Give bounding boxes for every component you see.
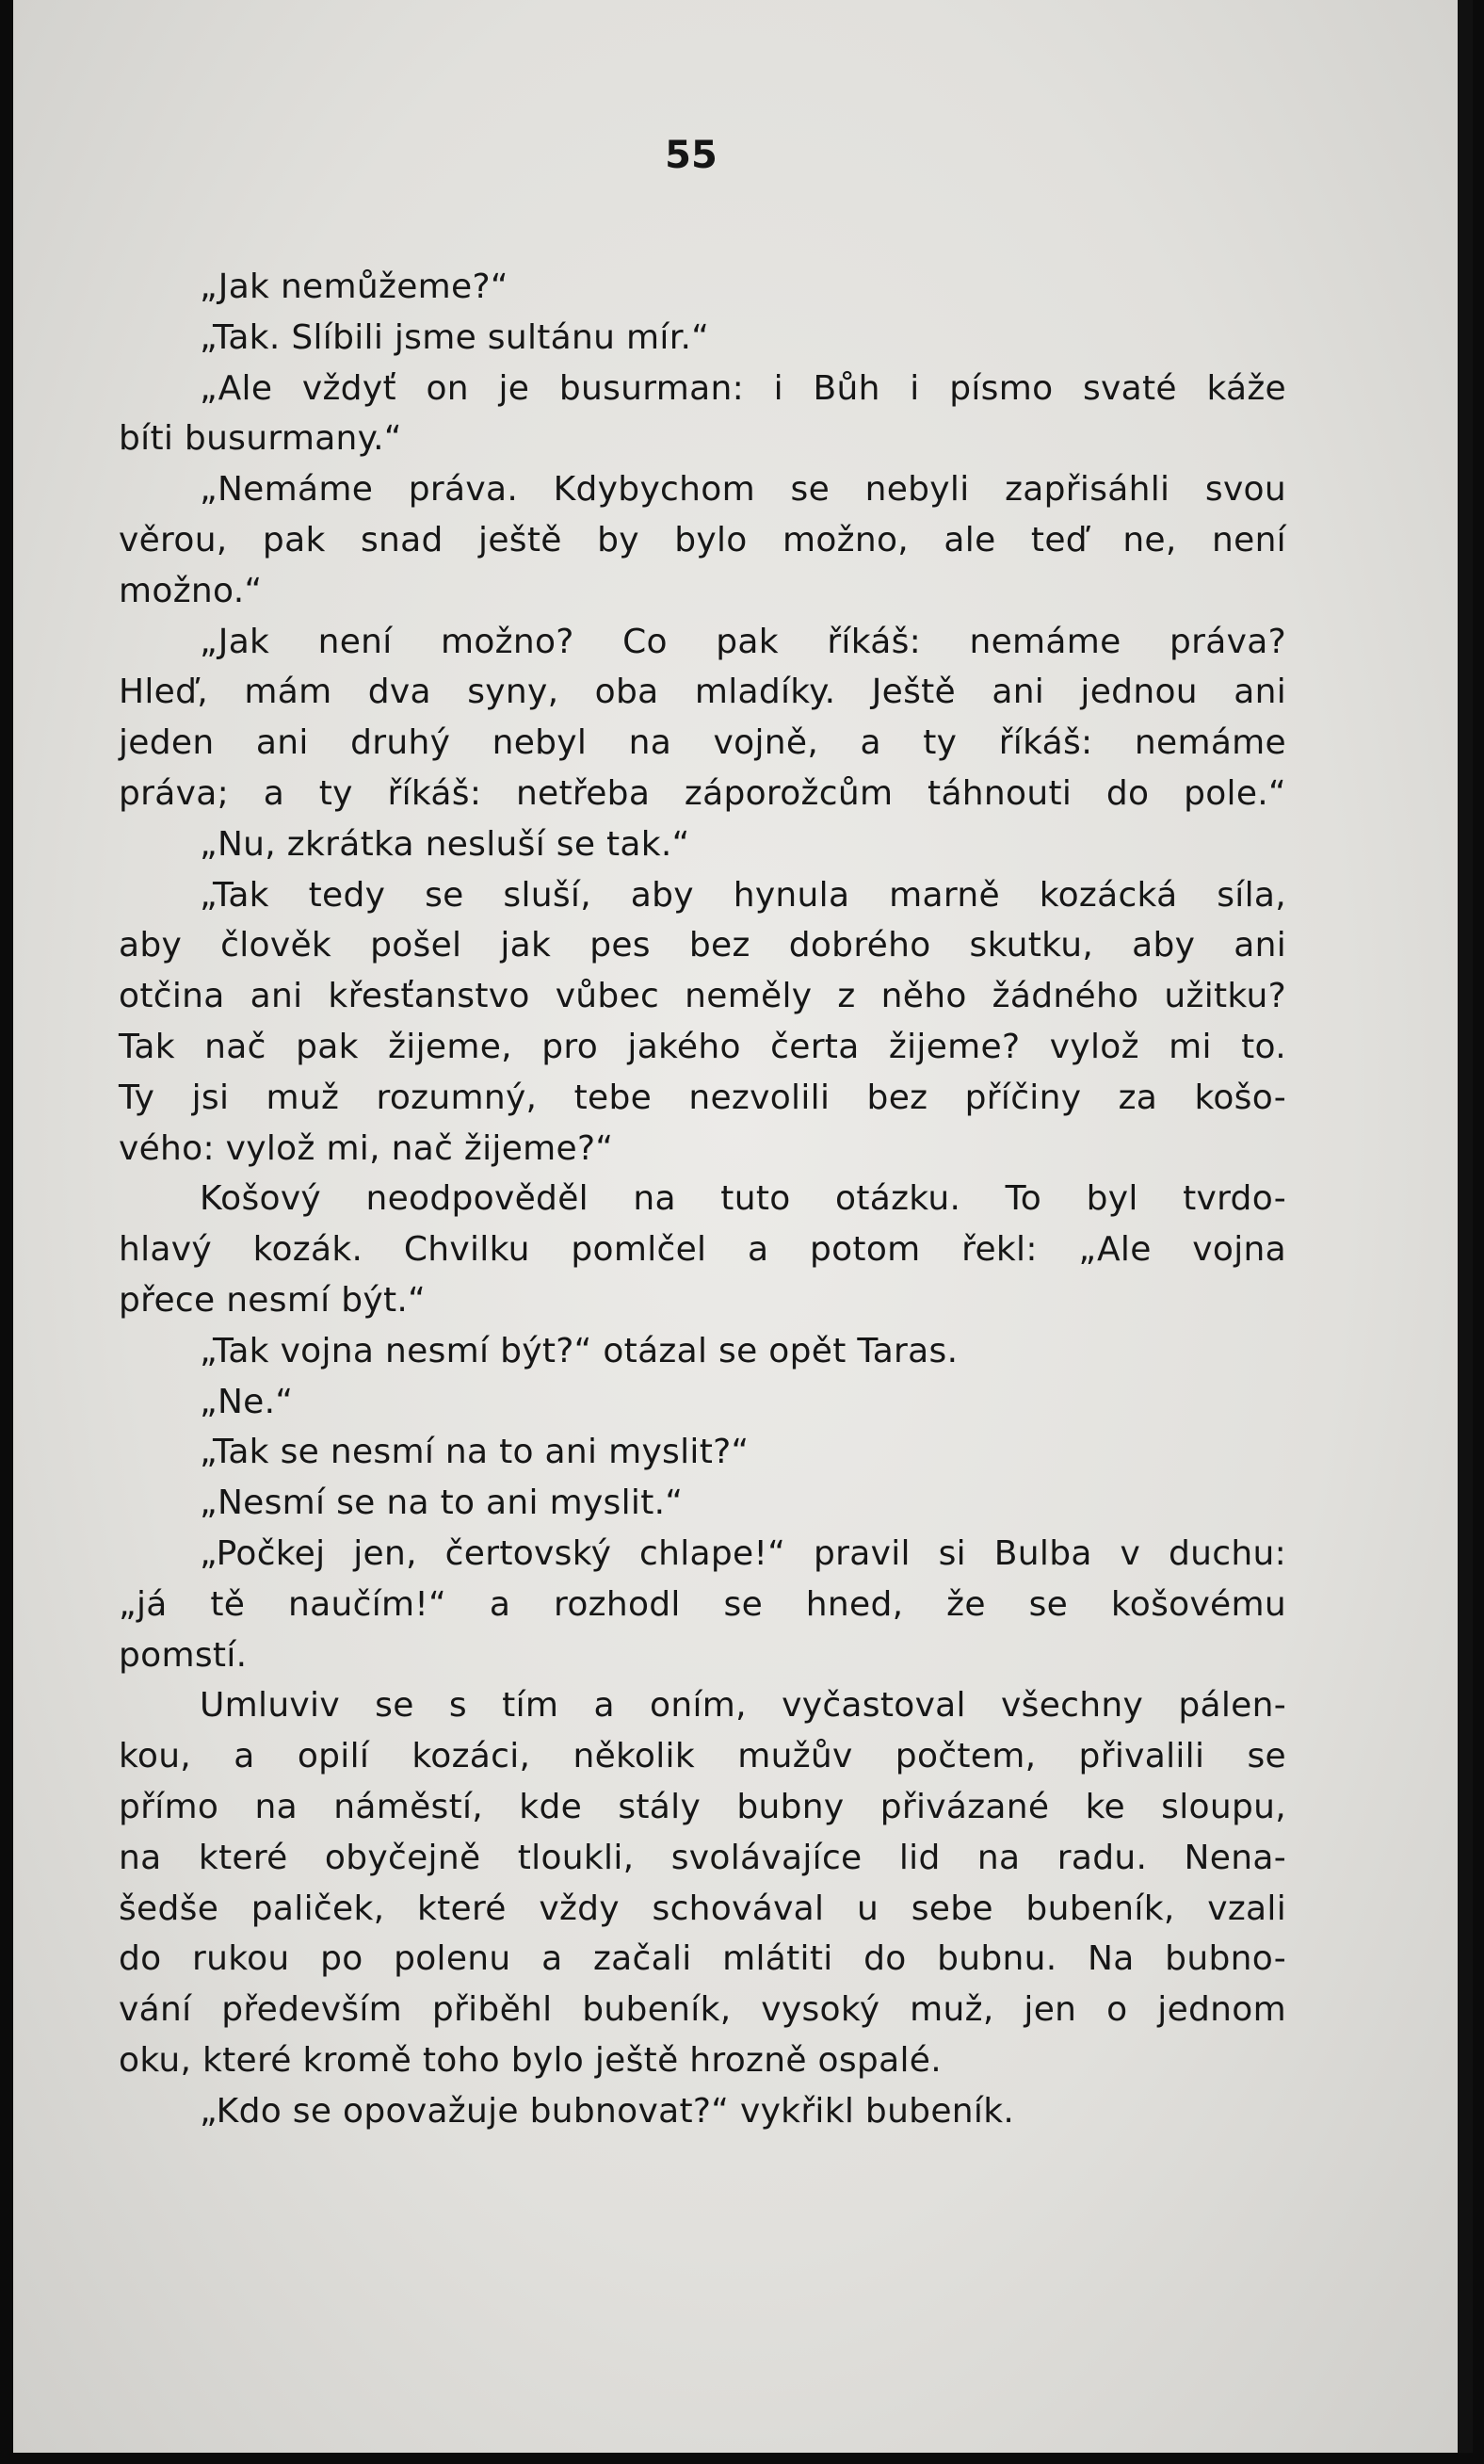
text-line: „Tak. Slíbili jsme sultánu mír.“ [200,317,710,357]
text-line: šedše paliček, které vždy schovával u sebe bubeník, vzali [119,1889,1286,1928]
text-line: Tak nač pak žijeme, pro jakého čerta žijeme? vylož mi to. [119,1027,1286,1066]
text-line: „já tě naučím!“ a rozhodl se hned, že se košovému [119,1584,1286,1624]
text-line: „Ne.“ [200,1382,294,1421]
text-line: „Tak vojna nesmí být?“ otázal se opět Taras. [200,1331,959,1370]
text-line: „Nesmí se na to ani myslit.“ [200,1483,684,1523]
text-line: „Tak tedy se sluší, aby hynula marně kozácká síla, [200,875,1286,915]
text-line: „Tak se nesmí na to ani myslit?“ [200,1433,750,1472]
text-line: Hleď, mám dva syny, oba mladíky. Ještě ani jednou ani [119,673,1286,712]
text-line: možno.“ [119,571,263,610]
text-line: přece nesmí být.“ [119,1280,427,1320]
text-line: „Kdo se opovažuje bubnovat?“ vykřikl bubeník. [200,2091,1015,2131]
book-page [13,0,1473,2453]
page-number: 55 [665,134,718,177]
text-line: jeden ani druhý nebyl na vojně, a ty říkáš: nemáme [119,723,1286,763]
text-line: aby člověk pošel jak pes bez dobrého skutku, aby ani [119,926,1286,965]
text-line: „Jak nemůžeme?“ [200,267,508,306]
text-line: hlavý kozák. Chvilku pomlčel a potom řekl: „Ale vojna [119,1230,1286,1270]
text-line: na které obyčejně tloukli, svolávajíce lid na radu. Nena- [119,1838,1286,1877]
text-line: „Ale vždyť on je busurman: i Bůh i písmo svaté káže [200,368,1286,408]
text-line: vého: vylož mi, nač žijeme?“ [119,1128,614,1168]
text-line: otčina ani křesťanstvo vůbec neměly z něho žádného užitku? [119,977,1286,1016]
text-line: vání především přiběhl bubeník, vysoký muž, jen o jednom [119,1990,1286,2030]
text-line: „Nemáme práva. Kdybychom se nebyli zapřisáhli svou [200,470,1286,510]
text-line: „Jak není možno? Co pak říkáš: nemáme práva? [200,622,1286,661]
text-line: práva; a ty říkáš: netřeba záporožcům táhnouti do pole.“ [119,773,1286,813]
text-line: „Počkej jen, čertovský chlape!“ pravil si Bulba v duchu: [200,1533,1286,1573]
text-line: pomstí. [119,1635,248,1675]
text-line: přímo na náměstí, kde stály bubny přivázané ke sloupu, [119,1787,1286,1826]
text-line: Ty jsi muž rozumný, tebe nezvolili bez příčiny za košo- [119,1078,1286,1117]
body-text [119,262,1286,2136]
text-line: bíti busurmany.“ [119,419,402,459]
text-line: oku, které kromě toho bylo ještě hrozně ospalé. [119,2040,942,2080]
text-line: do rukou po polenu a začali mlátiti do bubnu. Na bubno- [119,1939,1286,1979]
text-line: Košový neodpověděl na tuto otázku. To byl tvrdo- [200,1179,1286,1219]
text-line: kou, a opilí kozáci, několik mužův počtem, přivalili se [119,1737,1286,1776]
text-line: „Nu, zkrátka nesluší se tak.“ [200,824,690,864]
text-line: věrou, pak snad ještě by bylo možno, ale teď ne, není [119,520,1286,559]
text-line: Umluviv se s tím a oním, vyčastoval všechny pálen- [200,1686,1286,1726]
